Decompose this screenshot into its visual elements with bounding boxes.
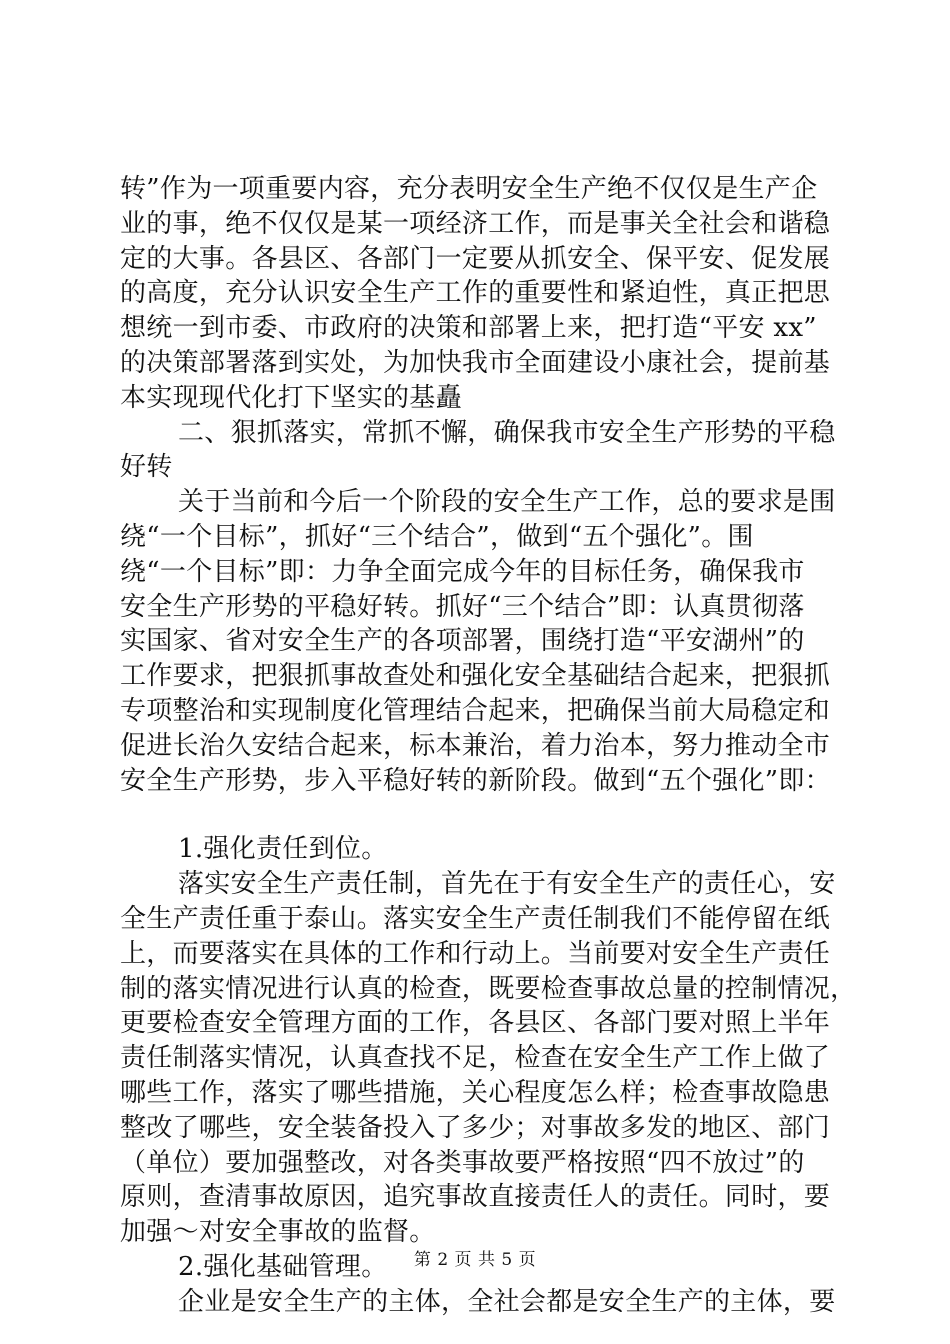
text-line: 的高度，充分认识安全生产工作的重要性和紧迫性，真正把思	[120, 278, 831, 309]
text-line: 责任制落实情况，认真查找不足，检查在安全生产工作上做了	[120, 1043, 831, 1074]
text-line: 绕“一个目标”即：力争全面完成今年的目标任务，确保我市	[120, 556, 805, 587]
text-line: 想统一到市委、市政府的决策和部署上来，把打造“平安 xx”	[120, 313, 817, 344]
text-line: 专项整治和实现制度化管理结合起来，把确保当前大局稳定和	[120, 695, 831, 726]
text-line: 落实安全生产责任制，首先在于有安全生产的责任心，安	[178, 869, 836, 900]
text-line: 更要检查安全管理方面的工作，各县区、各部门要对照上半年	[120, 1008, 831, 1039]
text-line: （单位）要加强整改，对各类事故要严格按照“四不放过”的	[120, 1147, 805, 1178]
text-line: 全生产责任重于泰山。落实安全生产责任制我们不能停留在纸	[120, 903, 831, 934]
text-line: 安全生产形势，步入平稳好转的新阶段。做到“五个强化”即：	[120, 765, 831, 796]
text-line: 加强～对安全事故的监督。	[120, 1217, 436, 1248]
subheading-responsibility: 1.强化责任到位。	[178, 834, 388, 865]
section-heading: 二、狠抓落实，常抓不懈，确保我市安全生产形势的平稳	[178, 417, 836, 448]
text-line: 制的落实情况进行认真的检查，既要检查事故总量的控制情况，	[120, 973, 857, 1004]
text-line: 安全生产形势的平稳好转。抓好“三个结合”即：认真贯彻落	[120, 591, 805, 622]
text-line: 企业是安全生产的主体，全社会都是安全生产的主体，要	[178, 1286, 836, 1317]
text-line: 的决策部署落到实处，为加快我市全面建设小康社会，提前基	[120, 347, 831, 378]
text-line: 转”作为一项重要内容，充分表明安全生产绝不仅仅是生产企	[120, 174, 818, 204]
text-line: 关于当前和今后一个阶段的安全生产工作，总的要求是围	[178, 487, 836, 518]
page-footer: 第 2 页 共 5 页	[413, 1250, 537, 1270]
text-line: 上，而要落实在具体的工作和行动上。当前要对安全生产责任	[120, 938, 831, 969]
text-line: 哪些工作，落实了哪些措施，关心程度怎么样；检查事故隐患	[120, 1077, 831, 1108]
text-line: 原则，查清事故原因，追究事故直接责任人的责任。同时，要	[120, 1182, 831, 1213]
text-line: 工作要求，把狠抓事故查处和强化安全基础结合起来，把狠抓	[120, 661, 831, 692]
text-line: 实国家、省对安全生产的各项部署，围绕打造“平安湖州”的	[120, 626, 805, 657]
text-line: 促进长治久安结合起来，标本兼治，着力治本，努力推动全市	[120, 730, 831, 761]
text-line: 业的事，绝不仅仅是某一项经济工作，而是事关全社会和谐稳	[120, 208, 831, 239]
text-line: 绕“一个目标”，抓好“三个结合”，做到“五个强化”。围	[120, 521, 754, 552]
document-body	[120, 172, 857, 1320]
section-heading-continued: 好转	[120, 452, 173, 483]
subheading-basic-management: 2.强化基础管理。	[178, 1251, 388, 1282]
text-line: 整改了哪些，安全装备投入了多少；对事故多发的地区、部门	[120, 1112, 831, 1143]
text-line: 本实现现代化打下坚实的基矗	[120, 382, 462, 413]
text-line: 定的大事。各县区、各部门一定要从抓安全、保平安、促发展	[120, 243, 831, 274]
